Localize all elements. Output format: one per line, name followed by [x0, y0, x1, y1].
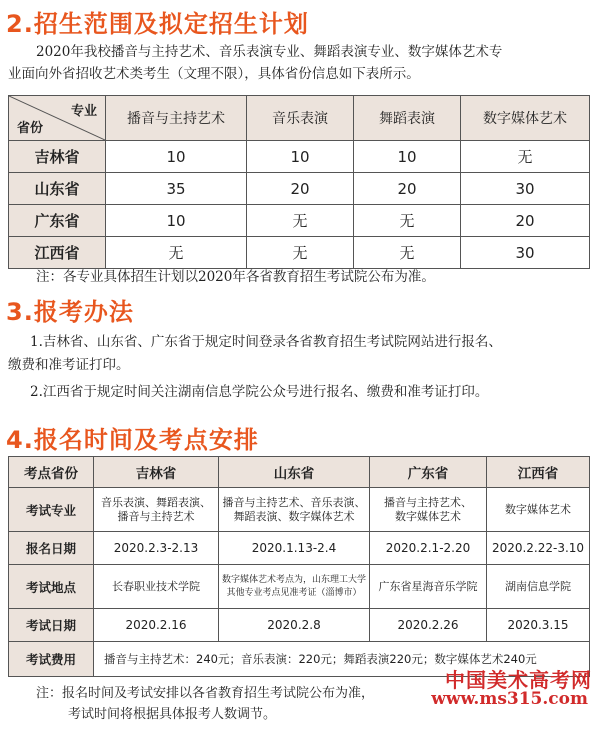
exam-schedule-table: [8, 456, 590, 677]
cell-line: 数字媒体艺术考点为，山东理工大学: [221, 574, 366, 585]
table-cell: 无: [247, 237, 354, 269]
table-cell: 2020.3.15: [487, 609, 590, 642]
venue-cell: [219, 565, 370, 609]
table-row: [9, 532, 590, 565]
venue-cell: 长春职业技术学院: [94, 565, 219, 609]
section-3-item1-line2: 缴费和准考证打印。: [8, 357, 130, 373]
watermark-url: www.ms315.com: [431, 689, 588, 709]
row-province: 山东省: [9, 173, 106, 205]
table-cell: 20: [354, 173, 461, 205]
venue-cell: 广东省星海音乐学院: [370, 565, 487, 609]
table-cell: 20: [461, 205, 590, 237]
section-4-heading: 4.报名时间及考点安排: [6, 426, 259, 454]
column-header: 数字媒体艺术: [461, 96, 590, 141]
table-cell: 2020.2.3-2.13: [94, 532, 219, 565]
section-3-item1-line1: 1.吉林省、山东省、广东省于规定时间登录各省教育招生考试院网站进行报名、: [30, 334, 502, 350]
cell-line: 数字媒体艺术: [395, 509, 461, 523]
table-cell: 10: [354, 141, 461, 173]
column-header: 舞蹈表演: [354, 96, 461, 141]
table-header-row: [9, 96, 590, 141]
row-label: 考试日期: [9, 609, 94, 642]
table-row: [9, 609, 590, 642]
section-3-item2: 2.江西省于规定时间关注湖南信息学院公众号进行报名、缴费和准考证打印。: [30, 384, 489, 400]
corner-label-province: 省份: [17, 121, 44, 136]
table-cell: 30: [461, 237, 590, 269]
cell-line: 播音与主持艺术、: [384, 495, 472, 509]
section-2-note: 注：各专业具体招生计划以2020年各省教育招生考试院公布为准。: [36, 269, 435, 285]
section-4-note-line2: 考试时间将根据具体报考人数调节。: [68, 707, 277, 722]
majors-cell: [219, 488, 370, 532]
province-header: 江西省: [487, 457, 590, 488]
section-3-heading: 3.报考办法: [6, 298, 134, 326]
table-row: [9, 205, 590, 237]
table-cell: 10: [106, 205, 247, 237]
row-province: 吉林省: [9, 141, 106, 173]
province-header: 广东省: [370, 457, 487, 488]
table-cell: 无: [106, 237, 247, 269]
province-header: 山东省: [219, 457, 370, 488]
row-label: 考试专业: [9, 488, 94, 532]
province-header: 吉林省: [94, 457, 219, 488]
table-row: [9, 565, 590, 609]
corner-label-major: 专业: [70, 104, 97, 119]
majors-cell: [487, 488, 590, 532]
table-cell: 10: [247, 141, 354, 173]
majors-cell: [370, 488, 487, 532]
table-cell: 无: [354, 237, 461, 269]
row-label: 考试地点: [9, 565, 94, 609]
table-cell: 20: [247, 173, 354, 205]
table-cell: 2020.2.16: [94, 609, 219, 642]
cell-line: 播音与主持艺术、音乐表演、: [222, 495, 366, 509]
cell-line: 播音与主持艺术: [117, 509, 195, 523]
section-2-intro-line1: 2020年我校播音与主持艺术、音乐表演专业、舞蹈表演专业、数字媒体艺术专: [36, 44, 503, 60]
table-cell: 2020.2.1-2.20: [370, 532, 487, 565]
table-cell: 无: [461, 141, 590, 173]
row-label: 报名日期: [9, 532, 94, 565]
table-cell: 2020.2.8: [219, 609, 370, 642]
table-cell: 35: [106, 173, 247, 205]
table-cell: 2020.2.26: [370, 609, 487, 642]
fee-cell: 播音与主持艺术：240元；音乐表演：220元；舞蹈表演220元；数字媒体艺术240元: [94, 642, 590, 677]
section-2-intro-line2: 业面向外省招收艺术类考生（文理不限），具体省份信息如下表所示。: [8, 66, 420, 82]
table-row: [9, 141, 590, 173]
table-row: [9, 173, 590, 205]
venue-cell: 湖南信息学院: [487, 565, 590, 609]
majors-cell: [94, 488, 219, 532]
table-cell: 无: [247, 205, 354, 237]
cell-line: 其他专业考点见准考证（淄博市）: [226, 587, 362, 598]
enrollment-plan-table: [8, 95, 590, 269]
table-row: [9, 488, 590, 532]
table-cell: 2020.1.13-2.4: [219, 532, 370, 565]
table-cell: 无: [354, 205, 461, 237]
column-header: 音乐表演: [247, 96, 354, 141]
row-province: 广东省: [9, 205, 106, 237]
cell-line: 数字媒体艺术: [505, 502, 571, 516]
section-2-heading: 2.招生范围及拟定招生计划: [6, 10, 309, 38]
table-cell: 2020.2.22-3.10: [487, 532, 590, 565]
table-row: [9, 237, 590, 269]
row-province: 江西省: [9, 237, 106, 269]
table-cell: 10: [106, 141, 247, 173]
column-header: 播音与主持艺术: [106, 96, 247, 141]
section-4-note-line1: 注：报名时间及考试安排以各省教育招生考试院公布为准，: [36, 686, 375, 701]
cell-line: 舞蹈表演、数字媒体艺术: [233, 509, 355, 523]
table-header-row: [9, 457, 590, 488]
table-corner-cell: [9, 96, 106, 141]
watermark-title: 中国美术高考网: [445, 668, 592, 692]
row-label: 考试费用: [9, 642, 94, 677]
table-cell: 30: [461, 173, 590, 205]
header-label: 考点省份: [9, 457, 94, 488]
cell-line: 音乐表演、舞蹈表演、: [101, 495, 211, 509]
